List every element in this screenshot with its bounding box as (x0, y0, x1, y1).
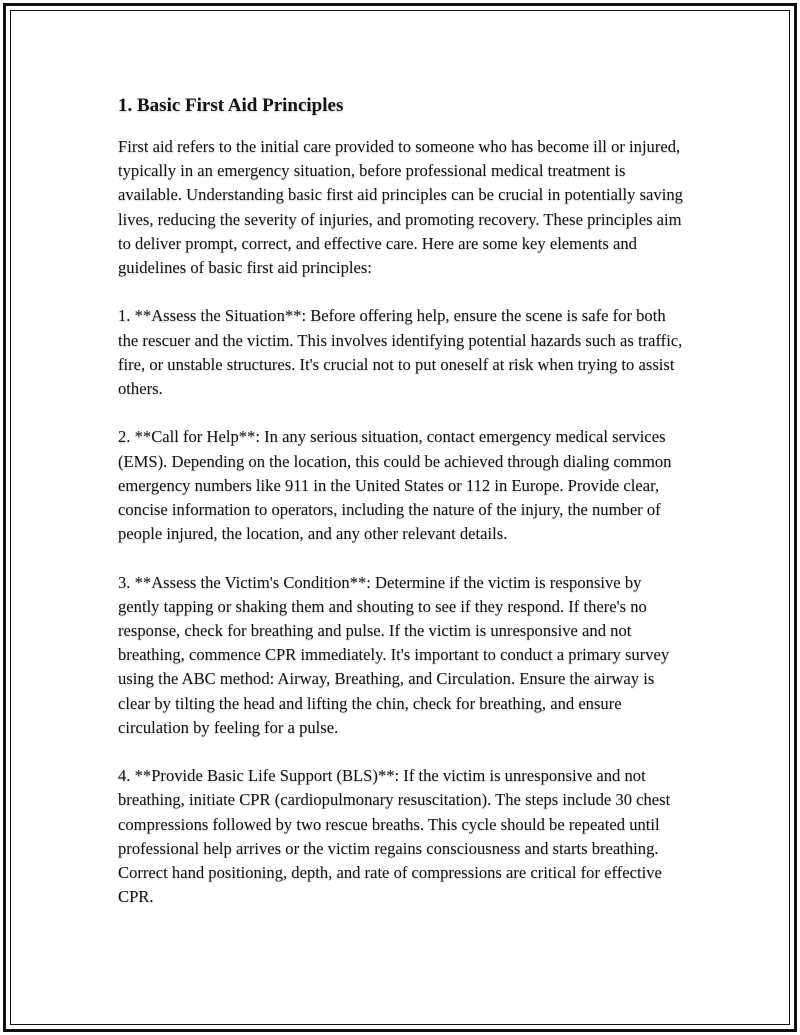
paragraph-assess-victim: 3. **Assess the Victim's Condition**: Determine if the victim is responsive by gently tapping or shaking them and shouting to see if they respond. If there's no response, check for breathing and pulse. If the victim is unresponsive and not breathing, commence CPR immediately. It's important to conduct a primary survey using the ABC method: Airway, Breathing, and Circulation. Ensure the airway is clear by tilting the head and lifting the chin, check for breathing, and ensure circulation by feeling for a pulse. (118, 572, 670, 737)
document-body (118, 93, 684, 934)
paragraph-call-for-help: 2. **Call for Help**: In any serious situation, contact emergency medical services (EMS). Depending on the location, this could be achieved through dialing common emergency numbers like 911 in the United States or 112 in Europe. Provide clear, concise information to operators, including the nature of the injury, the number of people injured, the location, and any other relevant details. (118, 427, 672, 544)
section-heading: 1. Basic First Aid Principles (118, 95, 344, 116)
paragraph-basic-life-support: 4. **Provide Basic Life Support (BLS)**: If the victim is unresponsive and not breathing, initiate CPR (cardiopulmonary resuscitation). The steps include 30 chest compressions followed by two rescue breaths. This cycle should be repeated until professional help arrives or the victim regains consciousness and starts breathing. Correct hand positioning, depth, and rate of compressions are critical for effective CPR. (118, 766, 671, 907)
intro-paragraph: First aid refers to the initial care provided to someone who has become ill or injured, typically in an emergency situation, before professional medical treatment is available. Understanding basic first aid principles can be crucial in potentially saving lives, reducing the severity of injuries, and promoting recovery. These principles aim to deliver prompt, correct, and effective care. Here are some key elements and guidelines of basic first aid principles: (118, 137, 683, 278)
paragraph-assess-situation: 1. **Assess the Situation**: Before offering help, ensure the scene is safe for both the rescuer and the victim. This involves identifying potential hazards such as traffic, fire, or unstable structures. It's crucial not to put oneself at risk when trying to assist others. (118, 306, 683, 399)
